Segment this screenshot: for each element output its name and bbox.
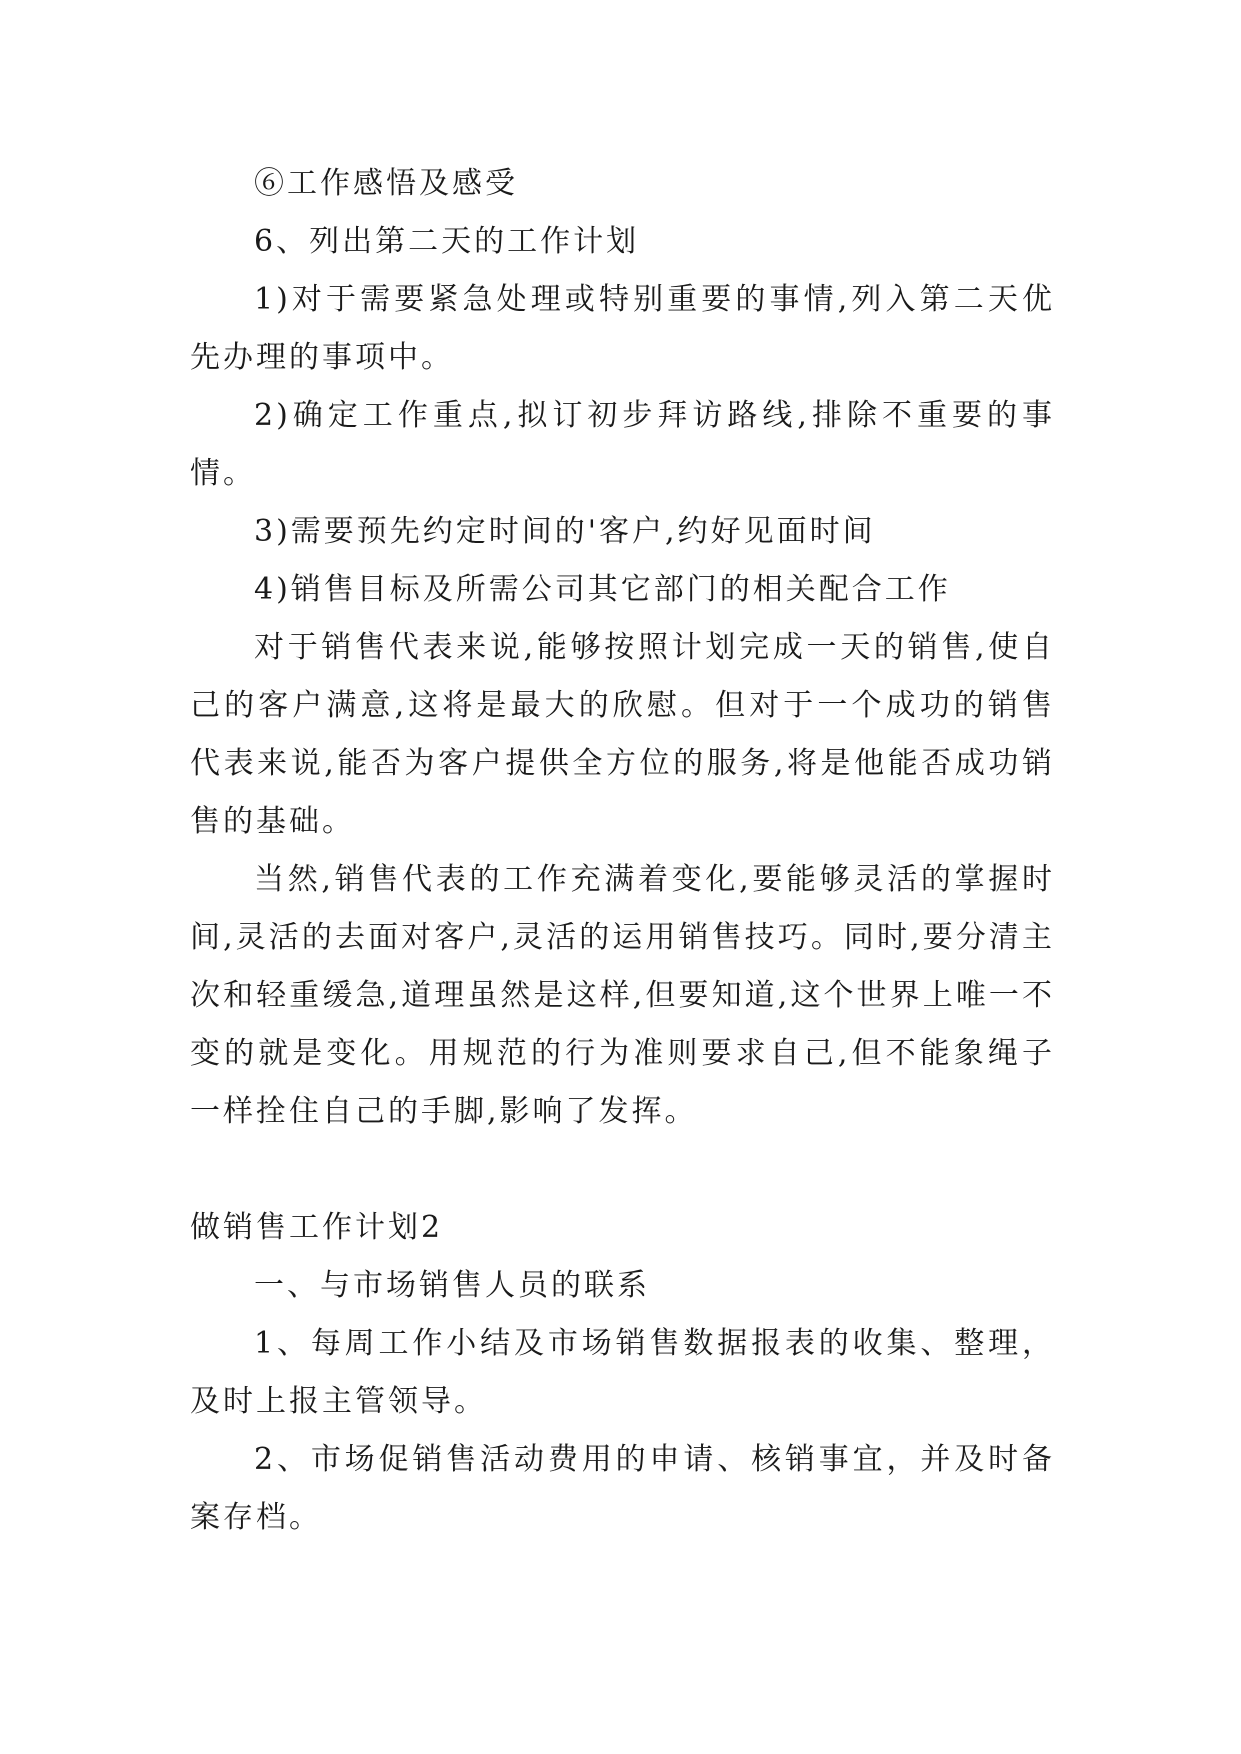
section-paragraph-weekly-summary: 1、每周工作小结及市场销售数据报表的收集、整理，及时上报主管领导。	[190, 1326, 1055, 1419]
section-paragraph-contact: 一、与市场销售人员的联系	[254, 1268, 650, 1303]
document-body	[190, 155, 1055, 1547]
section-title: 做销售工作计划2	[190, 1210, 444, 1245]
paragraph-sales-rep-satisfaction: 对于销售代表来说,能够按照计划完成一天的销售,使自己的客户满意,这将是最大的欣慰。但对于一个成功的销售代表来说,能否为客户提供全方位的服务,将是他能否成功销售的基础。	[190, 630, 1055, 839]
paragraph-plan-item-2: 2)确定工作重点,拟订初步拜访路线,排除不重要的事情。	[190, 398, 1055, 491]
paragraph-plan-item-1: 1)对于需要紧急处理或特别重要的事情,列入第二天优先办理的事项中。	[190, 282, 1055, 375]
paragraph-work-reflection: ⑥工作感悟及感受	[254, 166, 518, 201]
paragraph-plan-item-3: 3)需要预先约定时间的'客户,约好见面时间	[254, 514, 876, 549]
paragraph-next-day-plan: 6、列出第二天的工作计划	[254, 224, 640, 259]
paragraph-sales-rep-flexibility: 当然,销售代表的工作充满着变化,要能够灵活的掌握时间,灵活的去面对客户,灵活的运用销售技巧。同时,要分清主次和轻重缓急,道理虽然是这样,但要知道,这个世界上唯一不变的就是变化。用规范的行为准则要求自己,但不能象绳子一样拴住自己的手脚,影响了发挥。	[190, 862, 1055, 1129]
paragraph-plan-item-4: 4)销售目标及所需公司其它部门的相关配合工作	[254, 572, 951, 607]
section-paragraph-promotion-costs: 2、市场促销售活动费用的申请、核销事宜，并及时备案存档。	[190, 1442, 1055, 1535]
